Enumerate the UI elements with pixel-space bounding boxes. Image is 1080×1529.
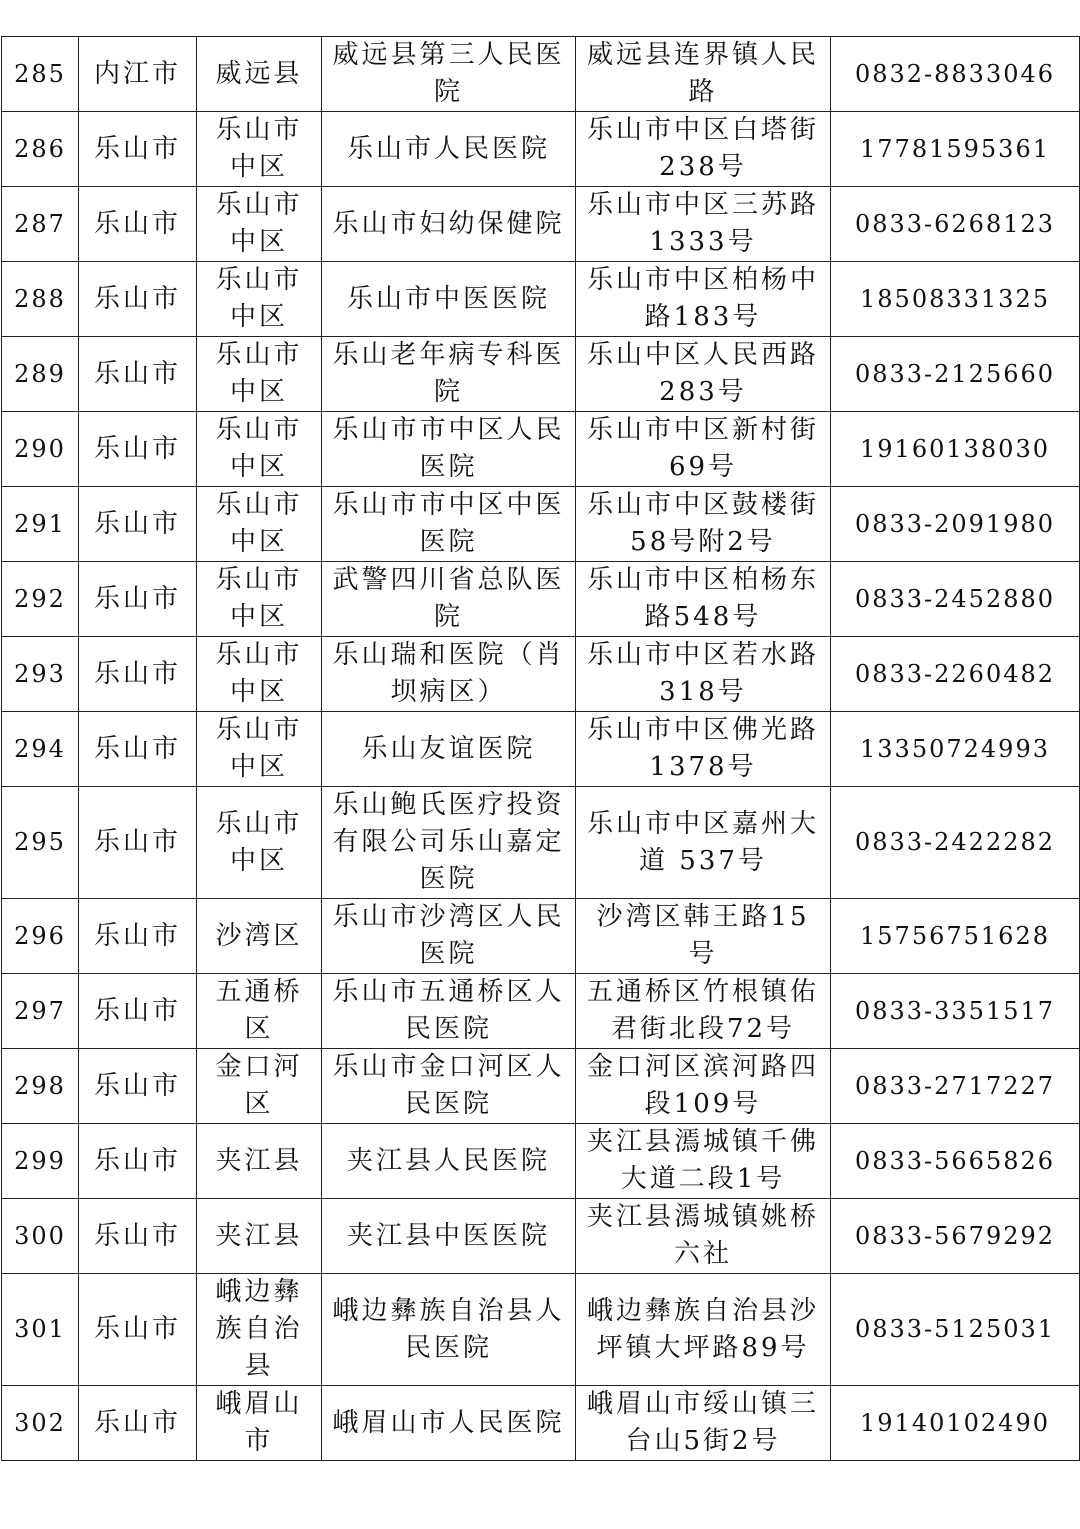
- city-cell: 乐山市: [79, 899, 197, 974]
- county-cell: 夹江县: [197, 1124, 322, 1199]
- county-cell: 金口河区: [197, 1049, 322, 1124]
- county-cell: 乐山市中区: [197, 412, 322, 487]
- county-cell: 乐山市中区: [197, 262, 322, 337]
- hospital-name-cell: 乐山友谊医院: [322, 712, 576, 787]
- phone-cell: 0833-2091980: [831, 487, 1080, 562]
- address-cell: 乐山市中区柏杨中路183号: [576, 262, 831, 337]
- city-cell: 乐山市: [79, 487, 197, 562]
- county-cell: 乐山市中区: [197, 637, 322, 712]
- row-number: 286: [2, 112, 79, 187]
- hospital-name-cell: 乐山市金口河区人民医院: [322, 1049, 576, 1124]
- table-row: [2, 787, 1080, 899]
- row-number: 298: [2, 1049, 79, 1124]
- hospital-name-cell: 乐山市中医医院: [322, 262, 576, 337]
- phone-cell: 0833-2260482: [831, 637, 1080, 712]
- phone-cell: 0833-2422282: [831, 787, 1080, 899]
- phone-cell: 0833-3351517: [831, 974, 1080, 1049]
- city-cell: 乐山市: [79, 412, 197, 487]
- hospital-name-cell: 乐山市五通桥区人民医院: [322, 974, 576, 1049]
- city-cell: 乐山市: [79, 637, 197, 712]
- row-number: 288: [2, 262, 79, 337]
- address-cell: 乐山市中区若水路318号: [576, 637, 831, 712]
- address-cell: 峨边彝族自治县沙坪镇大坪路89号: [576, 1274, 831, 1386]
- city-cell: 乐山市: [79, 187, 197, 262]
- phone-cell: 0833-5665826: [831, 1124, 1080, 1199]
- table-row: [2, 637, 1080, 712]
- table-row: [2, 1199, 1080, 1274]
- row-number: 285: [2, 37, 79, 112]
- table-row: [2, 1124, 1080, 1199]
- county-cell: 夹江县: [197, 1199, 322, 1274]
- table-row: [2, 712, 1080, 787]
- city-cell: 乐山市: [79, 1199, 197, 1274]
- hospital-name-cell: 威远县第三人民医院: [322, 37, 576, 112]
- phone-cell: 0832-8833046: [831, 37, 1080, 112]
- city-cell: 乐山市: [79, 1274, 197, 1386]
- address-cell: 威远县连界镇人民路: [576, 37, 831, 112]
- hospital-name-cell: 乐山瑞和医院（肖坝病区）: [322, 637, 576, 712]
- row-number: 290: [2, 412, 79, 487]
- row-number: 301: [2, 1274, 79, 1386]
- table-row: [2, 487, 1080, 562]
- city-cell: 乐山市: [79, 1124, 197, 1199]
- row-number: 289: [2, 337, 79, 412]
- hospital-name-cell: 峨边彝族自治县人民医院: [322, 1274, 576, 1386]
- county-cell: 乐山市中区: [197, 562, 322, 637]
- phone-cell: 0833-2125660: [831, 337, 1080, 412]
- phone-cell: 19160138030: [831, 412, 1080, 487]
- table-row: [2, 262, 1080, 337]
- row-number: 294: [2, 712, 79, 787]
- hospital-name-cell: 乐山市市中区中医医院: [322, 487, 576, 562]
- county-cell: 威远县: [197, 37, 322, 112]
- address-cell: 金口河区滨河路四段109号: [576, 1049, 831, 1124]
- address-cell: 乐山中区人民西路283号: [576, 337, 831, 412]
- county-cell: 乐山市中区: [197, 112, 322, 187]
- row-number: 293: [2, 637, 79, 712]
- hospital-name-cell: 乐山老年病专科医院: [322, 337, 576, 412]
- county-cell: 五通桥区: [197, 974, 322, 1049]
- row-number: 296: [2, 899, 79, 974]
- table-row: [2, 187, 1080, 262]
- row-number: 302: [2, 1386, 79, 1461]
- phone-cell: 17781595361: [831, 112, 1080, 187]
- table-row: [2, 562, 1080, 637]
- address-cell: 夹江县漹城镇千佛大道二段1号: [576, 1124, 831, 1199]
- hospital-name-cell: 乐山市妇幼保健院: [322, 187, 576, 262]
- phone-cell: 0833-2452880: [831, 562, 1080, 637]
- address-cell: 乐山市中区嘉州大道 537号: [576, 787, 831, 899]
- phone-cell: 0833-5679292: [831, 1199, 1080, 1274]
- table-row: [2, 899, 1080, 974]
- address-cell: 峨眉山市绥山镇三台山5街2号: [576, 1386, 831, 1461]
- county-cell: 乐山市中区: [197, 487, 322, 562]
- address-cell: 五通桥区竹根镇佑君街北段72号: [576, 974, 831, 1049]
- address-cell: 沙湾区韩王路15号: [576, 899, 831, 974]
- hospital-name-cell: 夹江县中医医院: [322, 1199, 576, 1274]
- table-row: [2, 112, 1080, 187]
- hospital-table: [1, 36, 1080, 1461]
- city-cell: 乐山市: [79, 974, 197, 1049]
- phone-cell: 18508331325: [831, 262, 1080, 337]
- table-row: [2, 1274, 1080, 1386]
- hospital-name-cell: 武警四川省总队医院: [322, 562, 576, 637]
- city-cell: 乐山市: [79, 712, 197, 787]
- row-number: 300: [2, 1199, 79, 1274]
- table-row: [2, 37, 1080, 112]
- table-row: [2, 1386, 1080, 1461]
- hospital-name-cell: 乐山市市中区人民医院: [322, 412, 576, 487]
- address-cell: 夹江县漹城镇姚桥六社: [576, 1199, 831, 1274]
- county-cell: 乐山市中区: [197, 712, 322, 787]
- hospital-name-cell: 乐山鲍氏医疗投资有限公司乐山嘉定医院: [322, 787, 576, 899]
- hospital-name-cell: 乐山市人民医院: [322, 112, 576, 187]
- city-cell: 乐山市: [79, 1386, 197, 1461]
- hospital-list-page: [0, 36, 1080, 1461]
- city-cell: 乐山市: [79, 1049, 197, 1124]
- hospital-name-cell: 乐山市沙湾区人民医院: [322, 899, 576, 974]
- city-cell: 乐山市: [79, 337, 197, 412]
- address-cell: 乐山市中区新村街69号: [576, 412, 831, 487]
- address-cell: 乐山市中区三苏路1333号: [576, 187, 831, 262]
- row-number: 287: [2, 187, 79, 262]
- county-cell: 乐山市中区: [197, 787, 322, 899]
- city-cell: 乐山市: [79, 787, 197, 899]
- city-cell: 乐山市: [79, 562, 197, 637]
- phone-cell: 0833-6268123: [831, 187, 1080, 262]
- hospital-table-body: [2, 37, 1080, 1461]
- address-cell: 乐山市中区鼓楼街58号附2号: [576, 487, 831, 562]
- table-row: [2, 337, 1080, 412]
- table-row: [2, 412, 1080, 487]
- hospital-name-cell: 夹江县人民医院: [322, 1124, 576, 1199]
- city-cell: 内江市: [79, 37, 197, 112]
- phone-cell: 0833-5125031: [831, 1274, 1080, 1386]
- row-number: 295: [2, 787, 79, 899]
- address-cell: 乐山市中区佛光路1378号: [576, 712, 831, 787]
- city-cell: 乐山市: [79, 112, 197, 187]
- county-cell: 峨边彝族自治县: [197, 1274, 322, 1386]
- row-number: 297: [2, 974, 79, 1049]
- row-number: 299: [2, 1124, 79, 1199]
- row-number: 292: [2, 562, 79, 637]
- county-cell: 乐山市中区: [197, 187, 322, 262]
- row-number: 291: [2, 487, 79, 562]
- phone-cell: 0833-2717227: [831, 1049, 1080, 1124]
- address-cell: 乐山市中区柏杨东路548号: [576, 562, 831, 637]
- table-row: [2, 974, 1080, 1049]
- county-cell: 沙湾区: [197, 899, 322, 974]
- phone-cell: 19140102490: [831, 1386, 1080, 1461]
- address-cell: 乐山市中区白塔街238号: [576, 112, 831, 187]
- phone-cell: 13350724993: [831, 712, 1080, 787]
- hospital-name-cell: 峨眉山市人民医院: [322, 1386, 576, 1461]
- county-cell: 峨眉山市: [197, 1386, 322, 1461]
- phone-cell: 15756751628: [831, 899, 1080, 974]
- county-cell: 乐山市中区: [197, 337, 322, 412]
- table-row: [2, 1049, 1080, 1124]
- city-cell: 乐山市: [79, 262, 197, 337]
